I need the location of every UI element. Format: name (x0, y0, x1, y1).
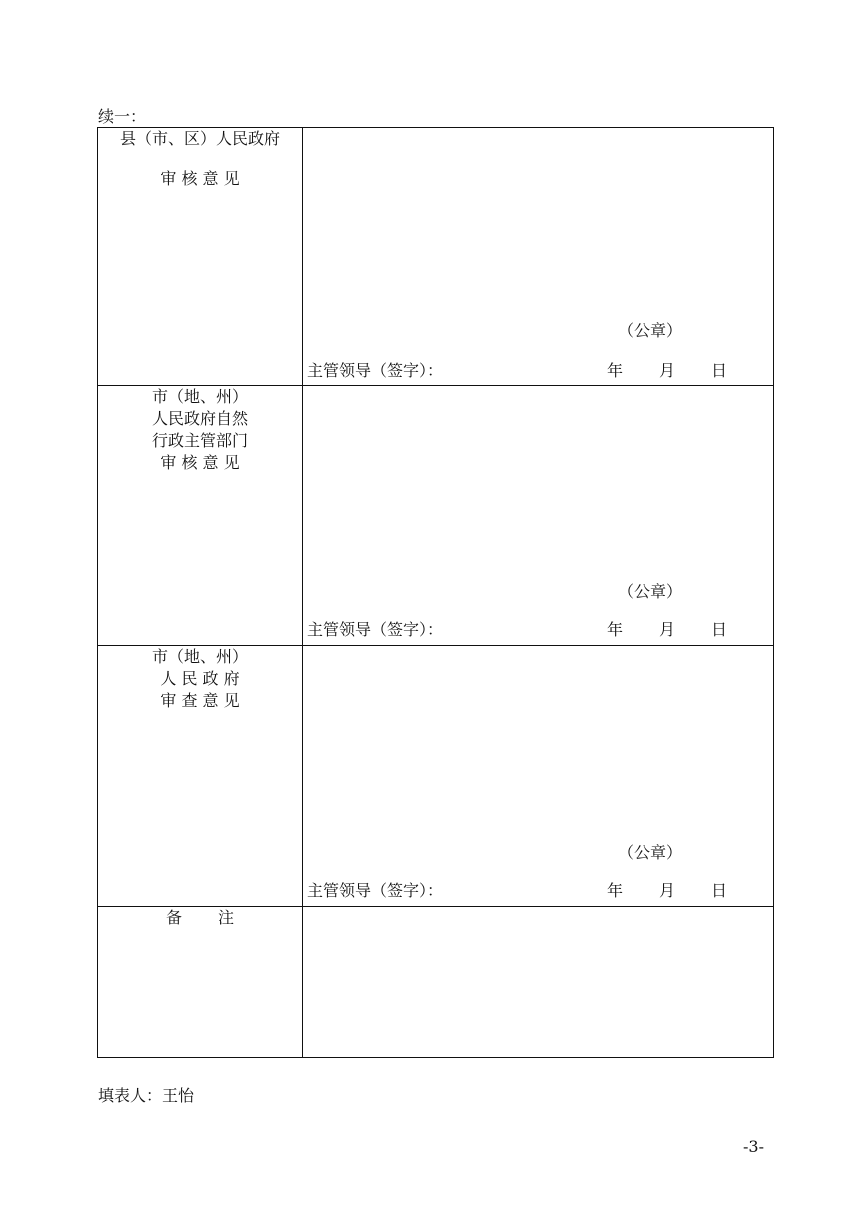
day-label: 日 (711, 881, 728, 900)
month-label: 月 (659, 620, 676, 639)
table-row (98, 386, 774, 646)
label-line: 市（地、州） (151, 387, 248, 406)
label-line: 市（地、州） (151, 647, 248, 666)
label-line: 人民政府自然 (151, 409, 248, 428)
page-number: -3- (743, 1137, 764, 1156)
table-row (98, 907, 774, 1058)
signature-label: 主管领导（签字）： (307, 881, 444, 900)
label-line: 县（市、区）人民政府 (119, 129, 280, 148)
day-label: 日 (711, 361, 728, 380)
city-natural-resources-review-label (98, 386, 303, 646)
date-line (607, 358, 727, 381)
remarks-label: 备注 (165, 908, 270, 927)
label-line: 审 核 意 见 (160, 169, 240, 188)
city-government-review-label (98, 646, 303, 907)
signature-label: 主管领导（签字）： (307, 620, 444, 639)
approval-form-table (97, 127, 774, 1058)
remarks-cell[interactable] (303, 907, 774, 1058)
signature-label: 主管领导（签字）： (307, 361, 444, 380)
city-natural-resources-review-opinion-cell[interactable] (303, 386, 774, 646)
year-label: 年 (607, 361, 624, 380)
table-row (98, 128, 774, 386)
county-government-review-label (98, 128, 303, 386)
official-seal-label: （公章） (618, 582, 683, 601)
day-label: 日 (711, 620, 728, 639)
form-filler: 填表人：王怡 (98, 1086, 195, 1105)
year-label: 年 (607, 620, 624, 639)
city-government-review-opinion-cell[interactable] (303, 646, 774, 907)
table-row (98, 646, 774, 907)
year-label: 年 (607, 881, 624, 900)
label-line: 审 查 意 见 (160, 691, 240, 710)
month-label: 月 (659, 361, 676, 380)
date-line (607, 878, 727, 901)
month-label: 月 (659, 881, 676, 900)
label-line: 人 民 政 府 (160, 669, 240, 688)
remarks-label-cell (98, 907, 303, 1058)
continued-label: 续一： (98, 107, 147, 126)
label-line: 审 核 意 见 (160, 453, 240, 472)
label-line: 行政主管部门 (151, 431, 248, 450)
county-government-review-opinion-cell[interactable] (303, 128, 774, 386)
official-seal-label: （公章） (618, 843, 683, 862)
date-line (607, 617, 727, 640)
official-seal-label: （公章） (618, 321, 683, 340)
